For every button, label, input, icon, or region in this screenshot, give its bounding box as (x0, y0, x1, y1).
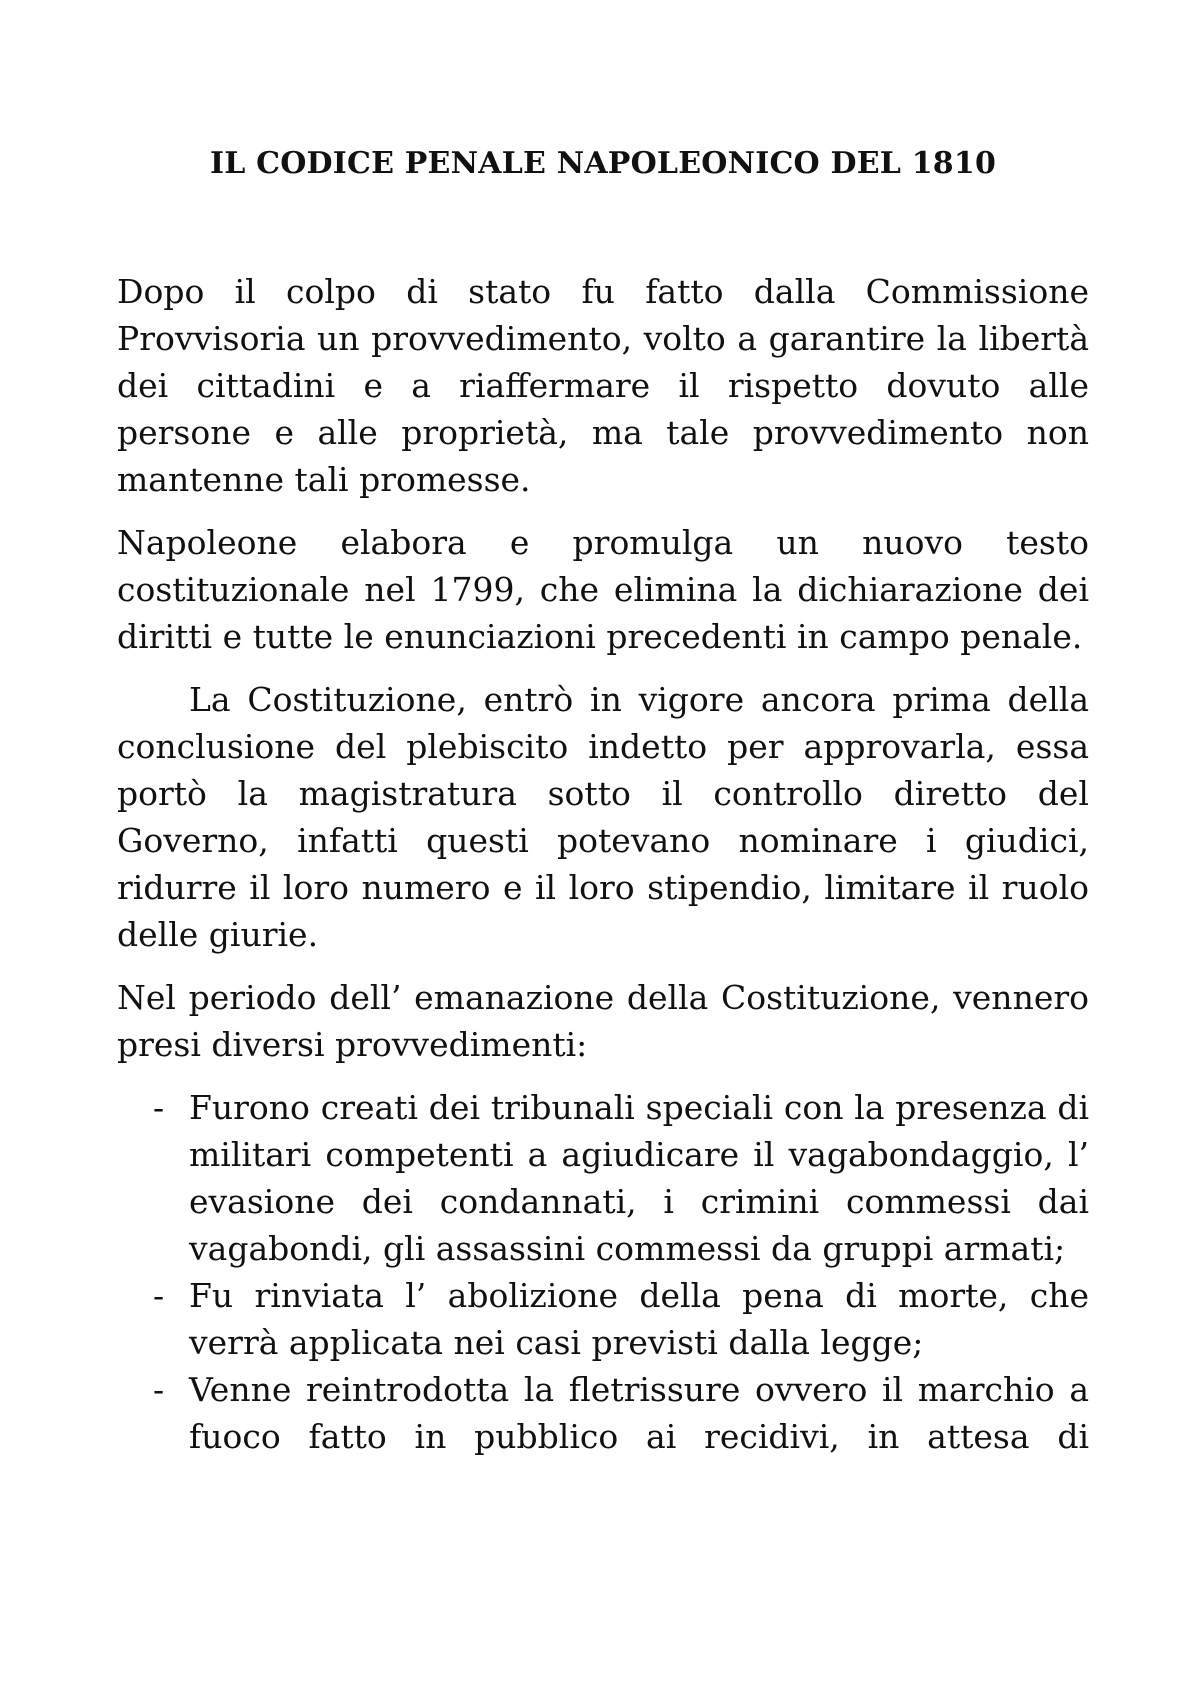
document-title: IL CODICE PENALE NAPOLEONICO DEL 1810 (209, 146, 997, 181)
paragraph-provvedimenti-intro: Nel periodo dell’ emanazione della Costituzione, vennero presi diversi provvedimenti: (117, 978, 1089, 1064)
list-item (117, 1272, 1089, 1366)
bullet-dash: - (153, 1276, 165, 1315)
provvedimenti-list (117, 1084, 1089, 1460)
paragraph-commissione: Dopo il colpo di stato fu fatto dalla Commissione Provvisoria un provvedimento, volto a garantire la libertà dei cittadini e a riaffermare il rispetto dovuto alle persone e alle proprietà, ma tale provvedimento non mantenne tali promesse. (117, 272, 1089, 499)
list-item (117, 1366, 1089, 1460)
list-item (117, 1084, 1089, 1272)
list-item-text: Fu rinviata l’ abolizione della pena di morte, che verrà applicata nei casi previsti dalla legge; (189, 1276, 1089, 1362)
bullet-dash: - (153, 1088, 165, 1127)
paragraph-napoleone: Napoleone elabora e promulga un nuovo testo costituzionale nel 1799, che elimina la dichiarazione dei diritti e tutte le enunciazioni precedenti in campo penale. (117, 523, 1089, 656)
paragraph-costituzione: La Costituzione, entrò in vigore ancora prima della conclusione del plebiscito indetto per approvarla, essa portò la magistratura sotto il controllo diretto del Governo, infatti questi potevano nominare i giudici, ridurre il loro numero e il loro stipendio, limitare il ruolo delle giurie. (117, 680, 1089, 954)
bullet-dash: - (153, 1370, 165, 1409)
list-item-text: Furono creati dei tribunali speciali con la presenza di militari competenti a agiudicare il vagabondaggio, l’ evasione dei condannati, i crimini commessi dai vagabondi, gli assassini commessi da gruppi armati; (189, 1088, 1089, 1268)
list-item-text: Venne reintrodotta la fletrissure ovvero il marchio a fuoco fatto in pubblico ai recidivi, in attesa di (189, 1370, 1089, 1456)
document-body (117, 140, 1089, 1460)
